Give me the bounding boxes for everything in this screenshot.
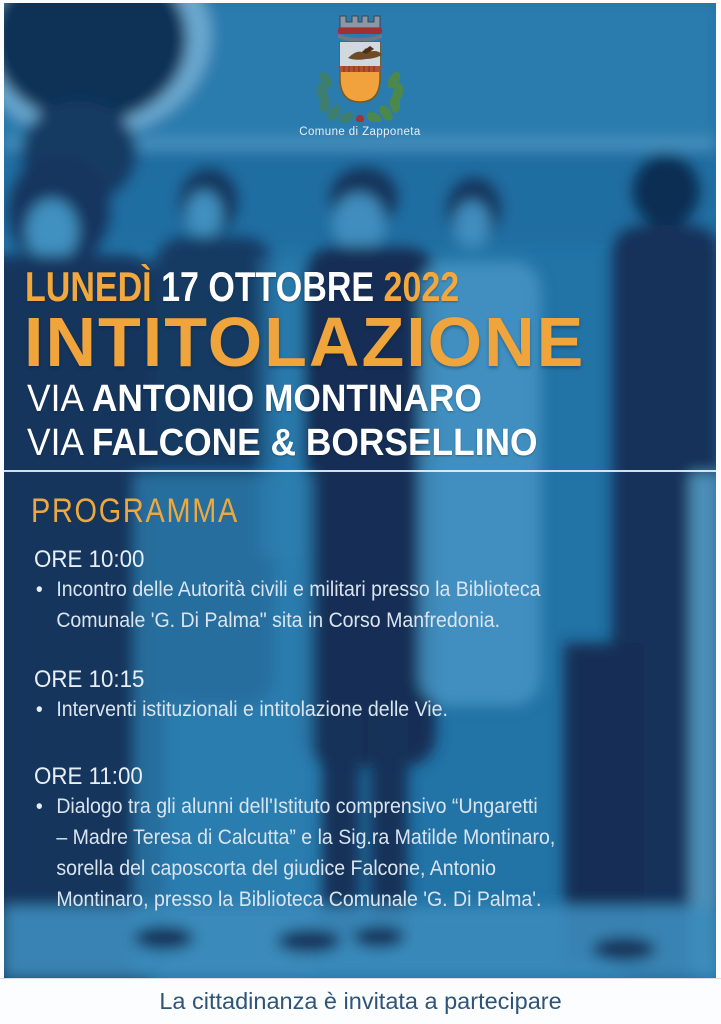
program-line: Incontro delle Autorità civili e militari presso la Biblioteca — [56, 578, 541, 601]
bullet-dot: • — [35, 698, 43, 721]
street-line-1 — [27, 378, 482, 421]
poster — [4, 3, 716, 978]
date-weekday: LUNEDÌ — [25, 263, 152, 310]
program-time: ORE 11:00 — [34, 763, 143, 790]
footer-banner — [0, 978, 721, 1024]
program-heading: PROGRAMMA — [31, 492, 239, 530]
bullet-dot: • — [35, 795, 43, 818]
program-line: Comunale 'G. Di Palma" sita in Corso Manfredonia. — [56, 609, 501, 632]
program-line: Interventi istituzionali e intitolazione delle Vie. — [56, 698, 448, 721]
street-name: ANTONIO MONTINARO — [91, 378, 482, 420]
date-day-month: 17 OTTOBRE — [161, 263, 375, 310]
date-year: 2022 — [383, 263, 460, 310]
program-line: Montinaro, presso la Biblioteca Comunale 'G. Di Palma'. — [56, 888, 542, 911]
program-time: ORE 10:00 — [34, 546, 145, 573]
program-line: sorella del caposcorta del giudice Falcone, Antonio — [56, 857, 497, 880]
via-prefix: VIA — [27, 378, 83, 420]
program-list — [34, 546, 666, 946]
crest-caption: Comune di Zapponeta — [299, 126, 421, 138]
footer-text: La cittadinanza è invitata a partecipare — [159, 988, 562, 1014]
event-title: INTITOLAZIONE — [24, 303, 586, 381]
street-line-2 — [27, 422, 538, 465]
divider — [4, 470, 716, 472]
bullet-dot: • — [35, 578, 43, 601]
program-line: Dialogo tra gli alunni dell'Istituto comprensivo “Ungaretti — [56, 795, 538, 818]
program-line: – Madre Teresa di Calcutta” e la Sig.ra Matilde Montinaro, — [56, 826, 556, 849]
via-prefix: VIA — [27, 422, 83, 464]
program-time: ORE 10:15 — [34, 666, 145, 693]
crest-wrap — [4, 14, 716, 127]
street-name: FALCONE & BORSELLINO — [91, 422, 538, 464]
municipal-crest-icon — [312, 14, 408, 122]
